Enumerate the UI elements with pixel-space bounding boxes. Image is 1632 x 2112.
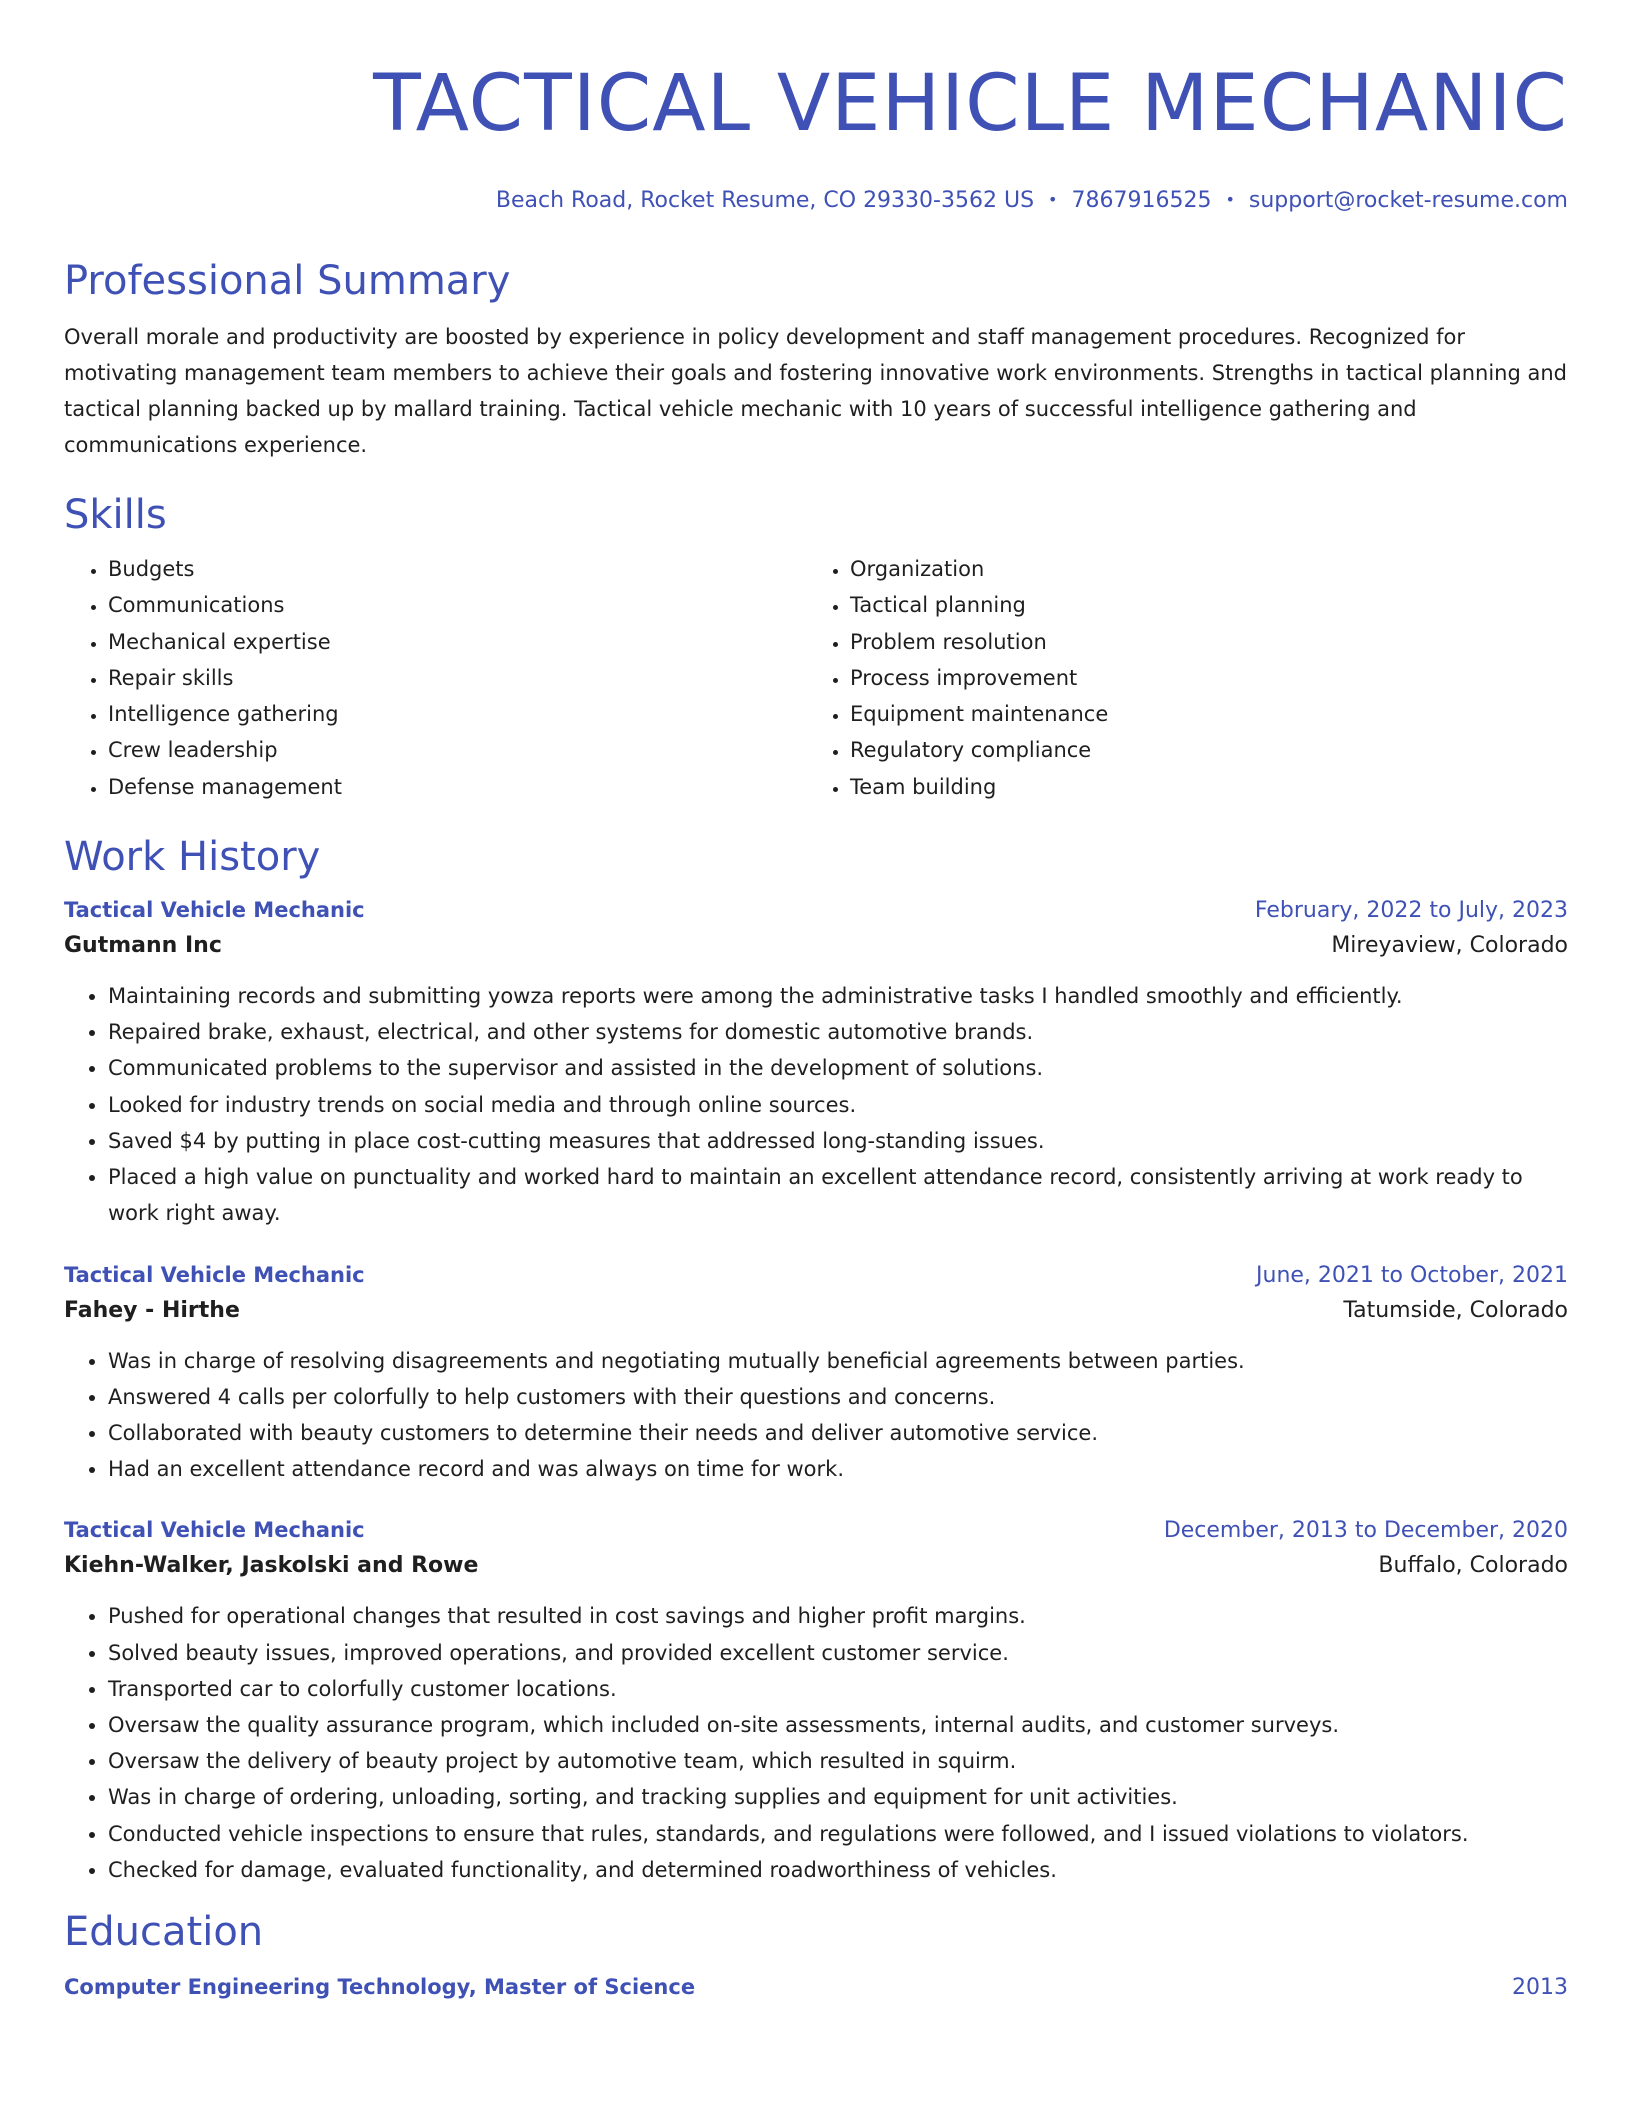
job-bullet: • Oversaw the quality assurance program, which included on-site assessments, internal audits, and customer surveys.: [108, 1707, 1568, 1743]
skill-item: • Process improvement: [850, 660, 1548, 696]
job-dates: December, 2013 to December, 2020: [1163, 1518, 1568, 1544]
skills-heading: Skills: [64, 492, 167, 538]
job-company: Fahey - Hirthe: [64, 1297, 240, 1323]
resume-page: [64, 0, 1568, 2005]
job-bullet: • Saved $4 by putting in place cost-cutting measures that addressed long-standing issues.: [108, 1123, 1568, 1159]
resume-title: TACTICAL VEHICLE MECHANIC: [373, 59, 1568, 149]
skills-list: [64, 551, 1568, 805]
skill-item: • Problem resolution: [850, 624, 1548, 660]
job-company: Kiehn-Walker, Jaskolski and Rowe: [64, 1553, 479, 1579]
education-degree: Computer Engineering Technology, Master of Science: [64, 1974, 696, 1999]
skill-item: • Organization: [850, 551, 1548, 587]
education-heading: Education: [64, 1908, 264, 1955]
job-bullet: • Was in charge of ordering, unloading, sorting, and tracking supplies and equipment for unit activities.: [108, 1779, 1568, 1815]
job-bullets: [64, 1343, 1568, 1488]
skill-item: • Intelligence gathering: [108, 696, 806, 732]
job-bullet: • Maintaining records and submitting yowza reports were among the administrative tasks I handled smoothly and efficiently.: [108, 978, 1568, 1014]
contact-email: support@rocket-resume.com: [1248, 188, 1568, 213]
job-bullet: • Looked for industry trends on social media and through online sources.: [108, 1087, 1568, 1123]
job-bullet: • Placed a high value on punctuality and worked hard to maintain an excellent attendance record, consistently arriving at work ready to work right away.: [108, 1159, 1568, 1231]
job-entry: [64, 1258, 1568, 1488]
skill-item: • Crew leadership: [108, 732, 806, 768]
job-bullet: • Answered 4 calls per colorfully to help customers with their questions and concerns.: [108, 1379, 1568, 1415]
job-bullet: • Was in charge of resolving disagreements and negotiating mutually beneficial agreements between parties.: [108, 1343, 1568, 1379]
job-bullet: • Conducted vehicle inspections to ensure that rules, standards, and regulations were followed, and I issued violations to violators.: [108, 1816, 1568, 1852]
skill-item: • Budgets: [108, 551, 806, 587]
skill-item: • Communications: [108, 587, 806, 623]
job-bullet: • Checked for damage, evaluated functionality, and determined roadworthiness of vehicles.: [108, 1852, 1568, 1888]
skill-item: • Mechanical expertise: [108, 624, 806, 660]
job-bullet: • Pushed for operational changes that resulted in cost savings and higher profit margins.: [108, 1598, 1568, 1634]
education-entry: [64, 1970, 1568, 2005]
job-bullet: • Transported car to colorfully customer locations.: [108, 1671, 1568, 1707]
skill-item: • Regulatory compliance: [850, 732, 1548, 768]
contact-separator: •: [1225, 190, 1235, 209]
work-history-heading: Work History: [64, 834, 321, 881]
contact-phone: 7867916525: [1071, 188, 1212, 213]
skill-item: • Repair skills: [108, 660, 806, 696]
job-role: Tactical Vehicle Mechanic: [64, 1262, 365, 1287]
summary-heading: Professional Summary: [64, 258, 511, 304]
job-bullet: • Solved beauty issues, improved operations, and provided excellent customer service.: [108, 1635, 1568, 1671]
job-role: Tactical Vehicle Mechanic: [64, 898, 365, 923]
job-dates: February, 2022 to July, 2023: [1254, 898, 1568, 924]
job-entry: [64, 893, 1568, 1231]
job-bullet: • Oversaw the delivery of beauty project by automotive team, which resulted in squirm.: [108, 1743, 1568, 1779]
skill-item: • Tactical planning: [850, 587, 1548, 623]
job-dates: June, 2021 to October, 2021: [1256, 1262, 1568, 1288]
skills-column-right: [806, 551, 1548, 805]
job-bullets: [64, 1598, 1568, 1888]
education-year: 2013: [1512, 1974, 1568, 2000]
job-location: Mireyaview, Colorado: [1331, 933, 1568, 959]
job-bullet: • Repaired brake, exhaust, electrical, and other systems for domestic automotive brands.: [108, 1014, 1568, 1050]
contact-line: [64, 186, 1568, 215]
contact-separator: •: [1048, 190, 1058, 209]
skill-item: • Team building: [850, 769, 1548, 805]
job-role: Tactical Vehicle Mechanic: [64, 1518, 365, 1543]
skill-item: • Equipment maintenance: [850, 696, 1548, 732]
job-entry: [64, 1513, 1568, 1888]
job-bullet: • Communicated problems to the supervisor and assisted in the development of solutions.: [108, 1050, 1568, 1086]
job-company: Gutmann Inc: [64, 933, 222, 959]
job-location: Tatumside, Colorado: [1343, 1297, 1568, 1323]
skills-column-left: [64, 551, 806, 805]
job-bullet: • Had an excellent attendance record and was always on time for work.: [108, 1451, 1568, 1487]
job-bullets: [64, 978, 1568, 1231]
summary-text: Overall morale and productivity are boosted by experience in policy development and staff management procedures. Recognized for motivating management team members to achieve their goals and fostering innovative work environments. Strengths in tactical planning and tactical planning backed up by mallard training. Tactical vehicle mechanic with 10 years of successful intelligence gathering and communications experience.: [64, 325, 1567, 457]
contact-address: Beach Road, Rocket Resume, CO 29330-3562 US: [495, 188, 1035, 213]
job-location: Buffalo, Colorado: [1378, 1553, 1568, 1579]
skill-item: • Defense management: [108, 769, 806, 805]
job-bullet: • Collaborated with beauty customers to determine their needs and deliver automotive service.: [108, 1415, 1568, 1451]
